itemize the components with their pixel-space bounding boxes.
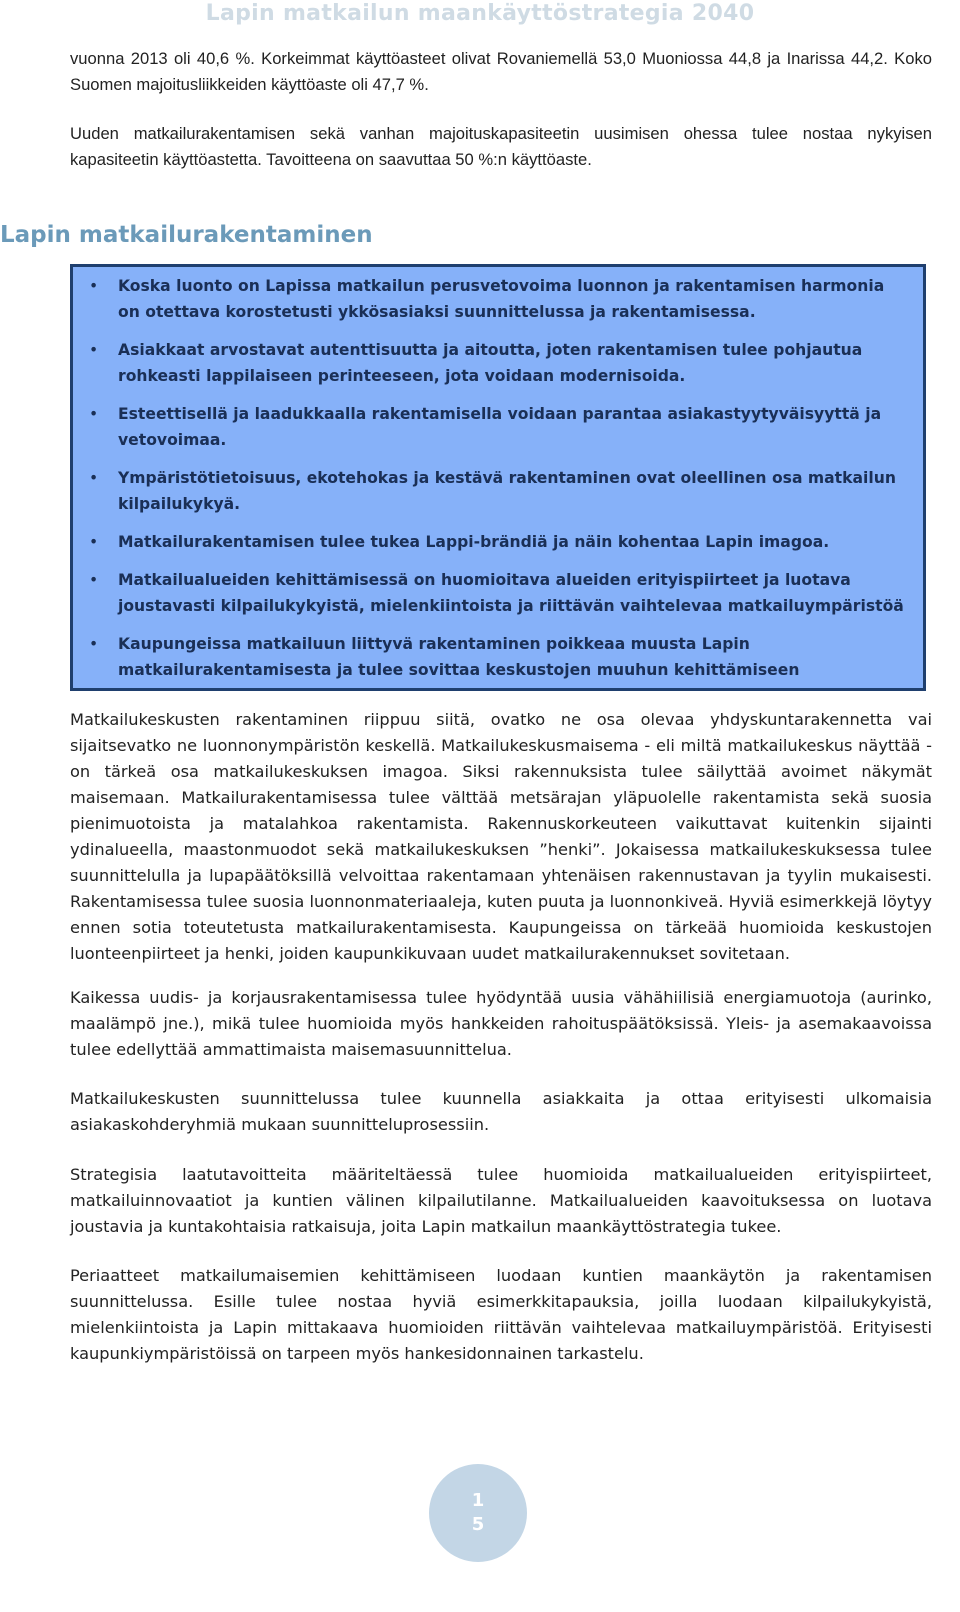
key-point-item	[89, 273, 909, 325]
key-points-box	[70, 264, 926, 691]
key-point-item	[89, 567, 909, 619]
intro-paragraph-1: vuonna 2013 oli 40,6 %. Korkeimmat käyttöasteet olivat Rovaniemellä 53,0 Muoniossa 44,8 ja Inarissa 44,2. Koko Suomen majoitusliikkeiden käyttöaste oli 47,7 %.	[70, 49, 932, 94]
key-point-text: Esteettisellä ja laadukkaalla rakentamisella voidaan parantaa asiakastyytyväisyyttä ja vetovoimaa.	[118, 405, 882, 449]
key-point-text: Ympäristötietoisuus, ekotehokas ja kestävä rakentaminen ovat oleellinen osa matkailun kilpailukykyä.	[118, 469, 896, 513]
key-point-text: Matkailurakentamisen tulee tukea Lappi-brändiä ja näin kohentaa Lapin imagoa.	[118, 533, 830, 551]
body-paragraph-4: Strategisia laatutavoitteita määriteltäessä tulee huomioida matkailualueiden erityispiirteet, matkailuinnovaatiot ja kuntien välinen kilpailutilanne. Matkailualueiden kaavoituksessa on luotava joustavia ja kuntakohtaisia ratkaisuja, joita Lapin matkailun maankäyttöstrategia tukee.	[70, 1165, 932, 1236]
bullet-icon: •	[89, 341, 99, 359]
bullet-icon: •	[89, 533, 99, 551]
key-point-text: Asiakkaat arvostavat autenttisuutta ja aitoutta, joten rakentamisen tulee pohjautua rohkeasti lappilaiseen perinteeseen, jota voidaan modernisoida.	[118, 341, 863, 385]
page-number-digit-1: 1	[471, 1490, 485, 1511]
page-number-badge	[429, 1464, 527, 1562]
key-point-item	[89, 529, 909, 555]
bullet-icon: •	[89, 277, 99, 295]
bullet-icon: •	[89, 469, 99, 487]
key-point-item	[89, 401, 909, 453]
key-points-list	[89, 273, 909, 683]
key-point-text: Kaupungeissa matkailuun liittyvä rakentaminen poikkeaa muusta Lapin matkailurakentamisesta ja tulee sovittaa keskustojen muuhun kehittämiseen	[118, 635, 800, 679]
body-paragraph-5: Periaatteet matkailumaisemien kehittämiseen luodaan kuntien maankäytön ja rakentamisen suunnittelussa. Esille tulee nostaa hyviä esimerkkitapauksia, joilla luodaan kilpailukykyistä, mielenkiintoista ja Lapin mittakaava huomioiden riittävän vaihtelevaa matkailuympäristöä. Erityisesti kaupunkiympäristöissä on tarpeen myös hankesidonnainen tarkastelu.	[70, 1266, 932, 1363]
key-point-item	[89, 337, 909, 389]
bullet-icon: •	[89, 405, 99, 423]
body-paragraph-3: Matkailukeskusten suunnittelussa tulee kuunnella asiakkaita ja ottaa erityisesti ulkomaisia asiakaskohderyhmiä mukaan suunnitteluprosessiin.	[70, 1089, 932, 1134]
intro-paragraph-2: Uuden matkailurakentamisen sekä vanhan majoituskapasiteetin uusimisen ohessa tulee nostaa nykyisen kapasiteetin käyttöastetta. Tavoitteena on saavuttaa 50 %:n käyttöaste.	[70, 124, 932, 169]
bullet-icon: •	[89, 635, 99, 653]
key-point-item	[89, 631, 909, 683]
key-point-item	[89, 465, 909, 517]
body-paragraph-2: Kaikessa uudis- ja korjausrakentamisessa tulee hyödyntää uusia vähähiilisiä energiamuotoja (aurinko, maalämpö jne.), mikä tulee huomioida myös hankkeiden rahoituspäätöksissä. Yleis- ja asemakaavoissa tulee edellyttää ammattimaista maisemasuunnittelua.	[70, 988, 932, 1059]
key-point-text: Matkailualueiden kehittämisessä on huomioitava alueiden erityispiirteet ja luotava joustavasti kilpailukykyistä, mielenkiintoista ja riittävän vaihtelevaa matkailuympäristöä	[118, 571, 904, 615]
bullet-icon: •	[89, 571, 99, 589]
running-header-title: Lapin matkailun maankäyttöstrategia 2040	[205, 1, 755, 26]
page-number-digit-2: 5	[471, 1514, 485, 1535]
body-paragraph-1: Matkailukeskusten rakentaminen riippuu siitä, ovatko ne osa olevaa yhdyskuntarakennetta vai sijaitsevatko ne luonnonympäristön keskellä. Matkailukeskusmaisema - eli miltä matkailukeskus näyttää - on tärkeä osa matkailukeskuksen imagoa. Siksi rakennuksista tulee säilyttää avoimet näkymät maisemaan. Matkailurakentamisessa tulee välttää metsärajan yläpuolelle rakentamista sekä suosia pienimuotoista ja matalahkoa rakentamista. Rakennuskorkeuteen vaikuttavat kuitenkin sijainti ydinalueella, maastonmuodot sekä matkailukeskuksen ”henki”. Jokaisessa matkailukeskuksessa tulee suunnittelulla ja lupapäätöksillä velvoittaa rakentamaan yhtenäisen rakennustavan ja tyylin mukaisesti. Rakentamisessa tulee suosia luonnonmateriaaleja, kuten puuta ja luonnonkiveä. Hyviä esimerkkejä löytyy ennen sotia toteutetusta matkailurakentamisesta. Kaupungeissa on tärkeää huomioida keskustojen luonteenpiirteet ja henki, joiden kaupunkikuvaan uudet matkailurakennukset sovitetaan.	[70, 710, 932, 963]
key-point-text: Koska luonto on Lapissa matkailun perusvetovoima luonnon ja rakentamisen harmonia on otettava korostetusti ykkösasiaksi suunnittelussa ja rakentamisessa.	[118, 277, 885, 321]
section-heading: Lapin matkailurakentaminen	[0, 222, 373, 248]
